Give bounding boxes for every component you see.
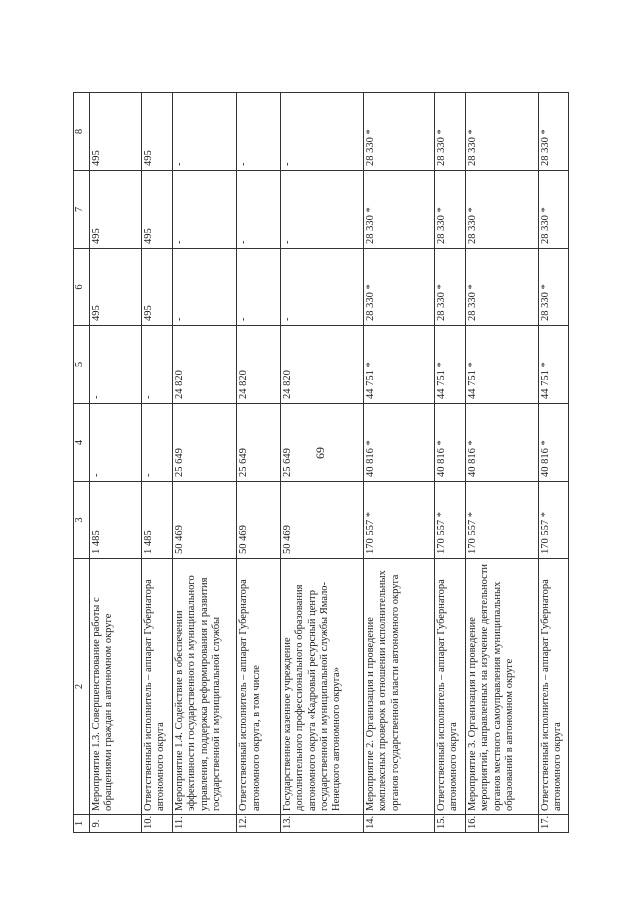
header-row bbox=[74, 93, 90, 833]
row-description: Мероприятие 1.4. Содействие в обеспечении эффективности государственного и муниципального управления, поддержка реформирования и развития государственной и муниципальной службы bbox=[172, 559, 236, 815]
value-cell: 24 820 bbox=[280, 326, 363, 404]
value-cell: 495 bbox=[89, 171, 141, 249]
header-cell: 1 bbox=[74, 815, 90, 833]
rotated-table-wrapper bbox=[73, 93, 569, 833]
table-row bbox=[141, 93, 172, 833]
value-cell: - bbox=[280, 249, 363, 326]
value-cell: 50 469 bbox=[237, 482, 281, 559]
value-cell: 170 557 * bbox=[364, 482, 435, 559]
header-cell: 7 bbox=[74, 171, 90, 249]
row-description: Ответственный исполнитель – аппарат Губернатора автономного округа bbox=[141, 559, 172, 815]
value-cell: 495 bbox=[141, 93, 172, 171]
value-cell: 28 330 * bbox=[364, 249, 435, 326]
row-number: 15. bbox=[434, 815, 465, 833]
value-cell: - bbox=[172, 93, 236, 171]
table-row bbox=[465, 93, 538, 833]
value-cell: 28 330 * bbox=[364, 93, 435, 171]
value-cell: 28 330 * bbox=[465, 93, 538, 171]
row-description: Ответственный исполнитель – аппарат Губернатора автономного округа bbox=[434, 559, 465, 815]
value-cell: 1 485 bbox=[141, 482, 172, 559]
value-cell: 44 751 * bbox=[465, 326, 538, 404]
value-cell: 495 bbox=[89, 93, 141, 171]
header-cell: 8 bbox=[74, 93, 90, 171]
header-cell: 3 bbox=[74, 482, 90, 559]
value-cell: 1 485 bbox=[89, 482, 141, 559]
value-cell: 44 751 * bbox=[434, 326, 465, 404]
row-description: Мероприятие 1.3. Совершенствование работы с обращениями граждан в автономном округе bbox=[89, 559, 141, 815]
header-cell: 5 bbox=[74, 326, 90, 404]
value-cell: - bbox=[141, 326, 172, 404]
value-cell: 40 816 * bbox=[364, 404, 435, 482]
value-cell: - bbox=[172, 249, 236, 326]
value-cell: - bbox=[237, 93, 281, 171]
row-number: 12. bbox=[237, 815, 281, 833]
row-description: Ответственный исполнитель – аппарат Губернатора автономного округа, в том числе bbox=[237, 559, 281, 815]
value-cell: 24 820 bbox=[237, 326, 281, 404]
value-cell: 44 751 * bbox=[364, 326, 435, 404]
value-cell: 25 649 bbox=[237, 404, 281, 482]
value-cell: - bbox=[172, 171, 236, 249]
row-number: 10. bbox=[141, 815, 172, 833]
row-description: Мероприятие 3. Организация и проведение мероприятий, направленных на изучение деятельности органов местного самоуправления муниципальных образований в автономном округе bbox=[465, 559, 538, 815]
value-cell: - bbox=[280, 171, 363, 249]
table-row bbox=[89, 93, 141, 833]
value-cell: 28 330 * bbox=[538, 171, 568, 249]
budget-table bbox=[73, 92, 569, 833]
value-cell: 28 330 * bbox=[538, 249, 568, 326]
header-cell: 6 bbox=[74, 249, 90, 326]
value-cell: 50 469 bbox=[280, 482, 363, 559]
value-cell: 495 bbox=[89, 249, 141, 326]
value-cell: 40 816 * bbox=[465, 404, 538, 482]
header-cell: 4 bbox=[74, 404, 90, 482]
value-cell: 28 330 * bbox=[434, 249, 465, 326]
value-cell: 28 330 * bbox=[538, 93, 568, 171]
row-description: Ответственный исполнитель – аппарат Губернатора автономного округа bbox=[538, 559, 568, 815]
value-cell: 28 330 * bbox=[364, 171, 435, 249]
table-row bbox=[364, 93, 435, 833]
value-cell: 44 751 * bbox=[538, 326, 568, 404]
value-cell: 170 557 * bbox=[434, 482, 465, 559]
value-cell: - bbox=[237, 249, 281, 326]
value-cell: - bbox=[237, 171, 281, 249]
value-cell: - bbox=[89, 404, 141, 482]
value-cell: 25 649 bbox=[280, 404, 363, 482]
value-cell: 50 469 bbox=[172, 482, 236, 559]
row-number: 17. bbox=[538, 815, 568, 833]
value-cell: 170 557 * bbox=[465, 482, 538, 559]
value-cell: 28 330 * bbox=[465, 171, 538, 249]
value-cell: 28 330 * bbox=[434, 93, 465, 171]
value-cell: 28 330 * bbox=[465, 249, 538, 326]
value-cell: 28 330 * bbox=[434, 171, 465, 249]
value-cell: 40 816 * bbox=[538, 404, 568, 482]
row-description: Мероприятие 2. Организация и проведение комплексных проверок в отношении исполнительных органов государственной власти автономного округа bbox=[364, 559, 435, 815]
table-row bbox=[280, 93, 363, 833]
table-row bbox=[172, 93, 236, 833]
row-number: 16. bbox=[465, 815, 538, 833]
value-cell: - bbox=[141, 404, 172, 482]
table-row bbox=[237, 93, 281, 833]
row-number: 13. bbox=[280, 815, 363, 833]
value-cell: 495 bbox=[141, 171, 172, 249]
page-number: 69 bbox=[313, 447, 327, 459]
header-cell: 2 bbox=[74, 559, 90, 815]
value-cell: - bbox=[280, 93, 363, 171]
row-number: 14. bbox=[364, 815, 435, 833]
row-number: 9. bbox=[89, 815, 141, 833]
row-description: Государственное казенное учреждение дополнительного профессионального образования автономного округа «Кадровый ресурсный центр государственной и муниципальной службы Ямало-Ненецкого автономного округа» bbox=[280, 559, 363, 815]
row-number: 11. bbox=[172, 815, 236, 833]
table-row bbox=[434, 93, 465, 833]
value-cell: 40 816 * bbox=[434, 404, 465, 482]
value-cell: - bbox=[89, 326, 141, 404]
value-cell: 170 557 * bbox=[538, 482, 568, 559]
value-cell: 495 bbox=[141, 249, 172, 326]
value-cell: 25 649 bbox=[172, 404, 236, 482]
value-cell: 24 820 bbox=[172, 326, 236, 404]
table-row bbox=[538, 93, 568, 833]
